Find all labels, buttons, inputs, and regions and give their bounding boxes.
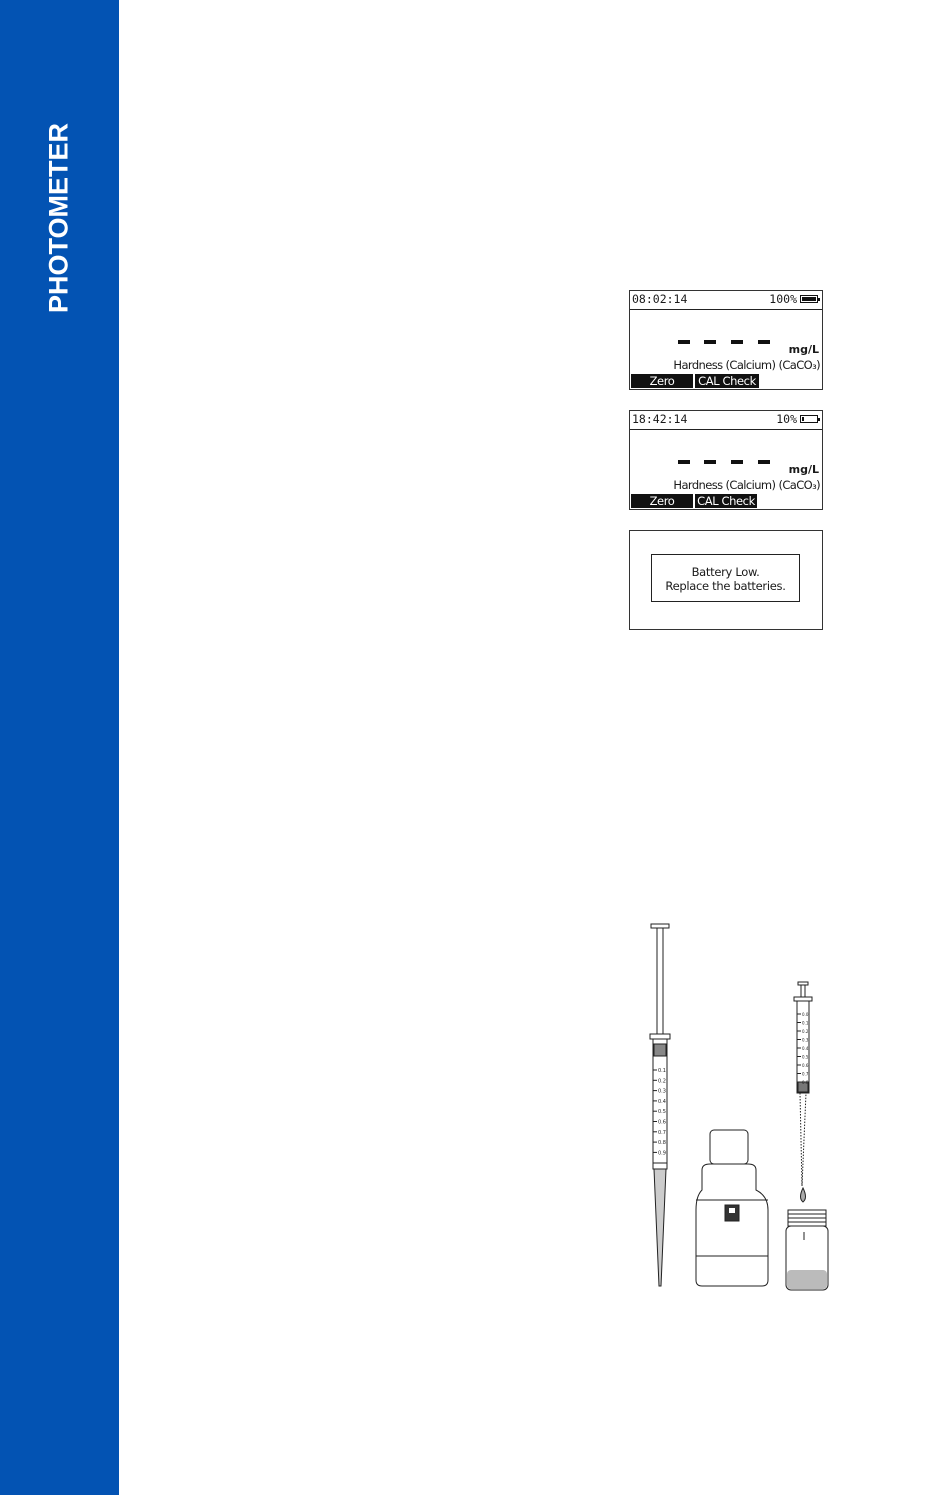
large-syringe-tick-label: 0.8 [658,1140,666,1147]
large-syringe-tick-label: 0.2 [658,1078,666,1085]
reagent-illustration [630,920,850,1300]
syringe-piston [654,1044,666,1056]
small-syringe-tick-label: 0.8 [802,1080,809,1085]
cal-check-softkey[interactable]: CAL Check [695,374,759,388]
unit-label: mg/L [788,463,819,476]
dash [758,460,770,464]
battery-icon [800,295,818,303]
small-syringe-tick-label: 0.6 [802,1063,809,1068]
battery-icon [800,415,818,423]
zero-softkey[interactable]: Zero [631,494,693,508]
zero-softkey[interactable]: Zero [631,374,693,388]
dash [731,460,743,464]
dialog-line-1: Battery Low. [691,565,760,579]
dash [678,340,690,344]
status-bar [630,291,822,310]
dash [678,460,690,464]
small-syringe-tick-label: 0.5 [802,1054,809,1060]
large-syringe-tick-label: 0.3 [658,1088,666,1095]
drop [801,1188,806,1202]
battery-percent: 10% [776,412,797,426]
lcd-screen-full-battery [629,290,823,390]
small-syringe-tick-label: 0.3 [802,1037,809,1043]
sidebar-title: PHOTOMETER [43,122,74,314]
bottle-cap [710,1130,748,1164]
large-syringe-tick-label: 0.5 [658,1109,666,1116]
clock: 08:02:14 [632,292,688,306]
syringe-plunger-cap [651,924,669,928]
battery-fill [802,297,816,301]
dash [731,340,743,344]
syringe-tip [654,1169,666,1286]
parameter-label: Hardness (Calcium) (CaCO₃) [673,358,820,372]
softkeys [631,374,759,388]
small-syringe-tick-label: 0.2 [802,1029,809,1034]
battery-low-dialog [651,554,800,602]
unit-label: mg/L [788,343,819,356]
battery-percent: 100% [769,292,797,306]
battery-fill [802,417,804,421]
clock: 18:42:14 [632,412,688,426]
syringe-plunger-rod [657,928,663,1034]
sidebar [0,0,119,1495]
parameter-label: Hardness (Calcium) (CaCO₃) [673,478,820,492]
lcd-screen-low-battery [629,410,823,510]
large-syringe-tick-label: 0.4 [658,1098,666,1105]
small-syringe-tick-label: 0.1 [802,1020,809,1026]
dash [758,340,770,344]
reagent-bottle [696,1164,768,1286]
small-syringe-tick-label: 0.7 [802,1071,809,1077]
dash [704,340,716,344]
small-syringe-tick-label: 0.4 [802,1046,809,1051]
status-bar [630,411,822,430]
dialog-line-2: Replace the batteries. [665,579,786,593]
small-syringe-tick-label: 0.0 [802,1012,809,1017]
softkeys [631,494,759,508]
large-syringe-tick-label: 0.1 [658,1068,666,1074]
syringe-flange [650,1034,670,1039]
cal-check-softkey[interactable]: CAL Check [695,494,757,508]
dash [704,460,716,464]
large-syringe-tick-label: 0.7 [658,1129,666,1136]
large-syringe-tick-label: 0.9 [658,1150,666,1157]
large-syringe-tick-label: 0.6 [658,1119,666,1126]
